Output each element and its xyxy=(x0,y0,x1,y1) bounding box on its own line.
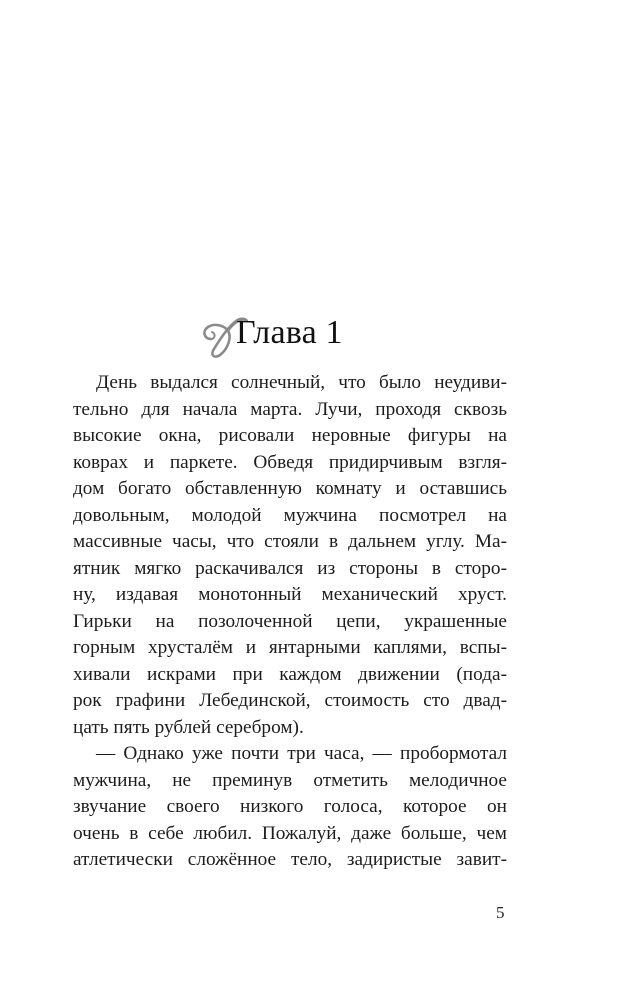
text-line: тельно для начала марта. Лучи, проходя сквозь xyxy=(73,398,507,420)
text-line: звучание своего низкого голоса, которое он xyxy=(73,796,507,817)
text-line: довольным, молодой мужчина посмотрел на xyxy=(73,504,507,526)
text-line: рок графини Лебединской, стоимость сто двад- xyxy=(73,690,507,711)
text-line: горным хрусталём и янтарными каплями, вспы- xyxy=(73,637,507,658)
text-line: очень в себе любил. Пожалуй, даже больше, чем xyxy=(73,822,507,844)
text-line: хивали искрами при каждом движении (пода- xyxy=(73,663,507,685)
text-line: мужчина, не преминув отметить мелодичное xyxy=(73,769,507,791)
text-line: цать пять рублей серебром). xyxy=(73,716,304,738)
text-line: День выдался солнечный, что было неудиви- xyxy=(96,372,507,393)
chapter-heading xyxy=(198,305,343,365)
text-line: — Однако уже почти три часа, — пробормотал xyxy=(96,743,507,764)
text-line: атлетически сложённое тело, задиристые завит- xyxy=(73,849,507,870)
text-line: ятник мягко раскачивался из стороны в сторо- xyxy=(73,557,507,579)
text-line: Гирьки на позолоченной цепи, украшенные xyxy=(73,610,507,632)
text-line: массивные часы, что стояли в дальнем углу. Ма- xyxy=(73,531,507,552)
chapter-title: Глава 1 xyxy=(236,314,343,351)
body-text xyxy=(73,370,507,874)
text-line: коврах и паркете. Обведя придирчивым взгля- xyxy=(73,451,507,473)
text-line: дом богато обставленную комнату и оставшись xyxy=(73,478,507,499)
text-line: высокие окна, рисовали неровные фигуры на xyxy=(73,425,507,446)
text-line: ну, издавая монотонный механический хруст. xyxy=(73,584,507,605)
page-number: 5 xyxy=(496,903,505,922)
